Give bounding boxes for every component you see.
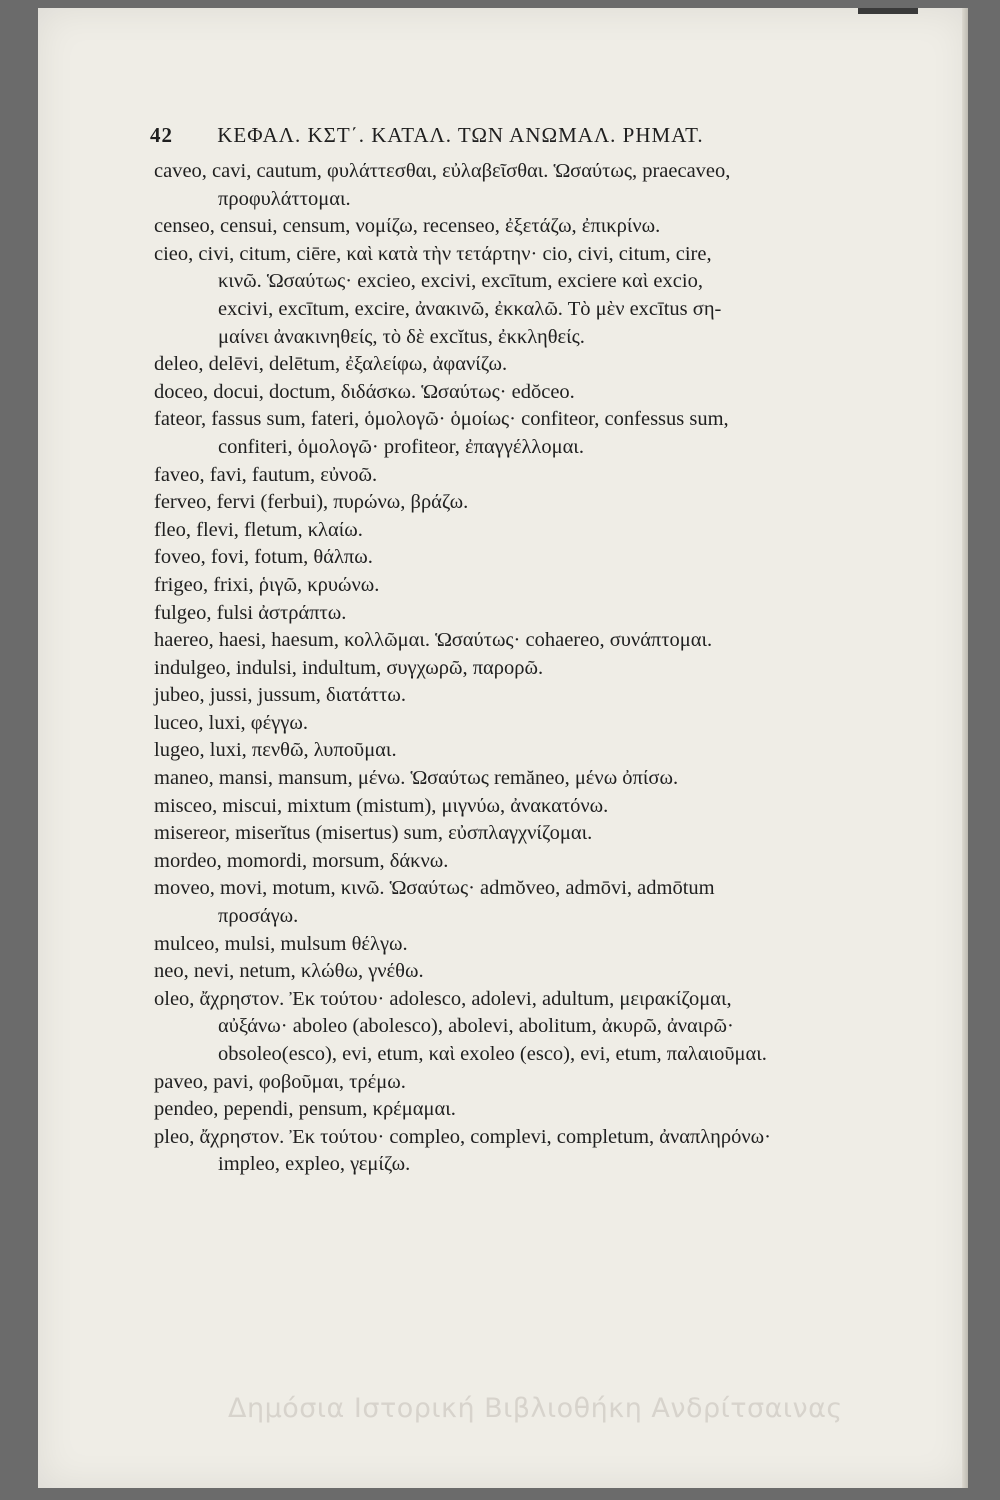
entry-line: oleo, ἄχρηστον. Ἐκ τούτου· adolesco, adolevi, adultum, μειρακίζομαι, — [154, 987, 732, 1010]
entry-line: ferveo, fervi (ferbui), πυρώνω, βράζω. — [154, 491, 469, 514]
entry-line: fateor, fassus sum, fateri, ὁμολογῶ· ὁμοίως· confiteor, confessus sum, — [154, 408, 729, 431]
entry-line: doceo, docui, doctum, διδάσκω. Ὡσαύτως· edŏceo. — [154, 380, 575, 403]
entry-continuation-line: excivi, excītum, excire, ἀνακινῶ, ἐκκαλῶ. Τὸ μὲν excītus ση- — [218, 297, 722, 320]
entry-continuation-line: προφυλάττομαι. — [218, 187, 351, 210]
verb-entry — [154, 931, 934, 959]
entry-line: pendeo, pependi, pensum, κρέμαμαι. — [154, 1098, 456, 1121]
page-number: 42 — [150, 123, 173, 147]
verb-entry — [154, 682, 934, 710]
page-edge — [962, 8, 968, 1488]
verb-entry — [154, 710, 934, 738]
entry-line: mordeo, momordi, morsum, δάκνω. — [154, 849, 449, 872]
header-title: ΚΕΦΑΛ. ΚΣΤ΄. ΚΑΤΑΛ. ΤΩΝ ΑΝΩΜΑΛ. ΡΗΜΑΤ. — [217, 123, 704, 147]
verb-entry — [154, 544, 934, 572]
entry-line: lugeo, luxi, πενθῶ, λυποῦμαι. — [154, 739, 397, 762]
entry-continuation-line: impleo, expleo, γεμίζω. — [218, 1153, 411, 1176]
entry-continuation-line: αὐξάνω· aboleo (abolesco), abolevi, abolitum, ἀκυρῶ, ἀναιρῶ· — [218, 1015, 734, 1038]
book-page — [38, 8, 968, 1488]
verb-entry — [154, 462, 934, 490]
entry-continuation-line: μαίνει ἀνακινηθείς, τὸ δὲ excĭtus, ἐκκληθείς. — [218, 325, 585, 348]
verb-entry — [154, 517, 934, 545]
entry-continuation-line: προσάγω. — [218, 905, 299, 928]
verb-entry — [154, 572, 934, 600]
verb-entry — [154, 1124, 934, 1179]
verb-entry — [154, 351, 934, 379]
entry-continuation-line: confiteri, ὁμολογῶ· profiteor, ἐπαγγέλλομαι. — [218, 435, 584, 458]
verb-entry — [154, 489, 934, 517]
entry-line: frigeo, frixi, ῥιγῶ, κρυώνω. — [154, 573, 380, 596]
entry-line: cieo, civi, citum, ciēre, καὶ κατὰ τὴν τετάρτην· cio, civi, citum, cire, — [154, 242, 712, 265]
entry-line: misereor, miserĭtus (misertus) sum, εὐσπλαγχνίζομαι. — [154, 822, 593, 845]
entry-line: fulgeo, fulsi ἀστράπτω. — [154, 601, 347, 624]
library-watermark: Δημόσια Ιστορική Βιβλιοθήκη Ανδρίτσαινας — [228, 1393, 843, 1424]
entry-line: fleo, flevi, fletum, κλαίω. — [154, 518, 363, 541]
verb-entry — [154, 737, 934, 765]
entry-line: deleo, delēvi, delētum, ἐξαλείφω, ἀφανίζω. — [154, 353, 508, 376]
entry-line: pleo, ἄχρηστον. Ἐκ τούτου· compleo, complevi, completum, ἀναπληρόνω· — [154, 1125, 771, 1148]
entry-line: indulgeo, indulsi, indultum, συγχωρῶ, παρορῶ. — [154, 656, 544, 679]
entry-line: maneo, mansi, mansum, μένω. Ὡσαύτως remăneo, μένω ὀπίσω. — [154, 767, 679, 790]
verb-entry — [154, 379, 934, 407]
verb-entry — [154, 627, 934, 655]
entry-line: caveo, cavi, cautum, φυλάττεσθαι, εὐλαβεῖσθαι. Ὡσαύτως, praecaveo, — [154, 160, 731, 182]
verb-entry — [154, 986, 934, 1069]
entry-line: misceo, miscui, mixtum (mistum), μιγνύω, ἀνακατόνω. — [154, 794, 609, 817]
page-top-mark — [858, 8, 918, 14]
entry-line: haereo, haesi, haesum, κολλῶμαι. Ὡσαύτως· cohaereo, συνάπτομαι. — [154, 629, 713, 652]
verb-entry — [154, 793, 934, 821]
entry-line: foveo, fovi, fotum, θάλπω. — [154, 546, 373, 569]
entry-line: neo, nevi, netum, κλώθω, γνέθω. — [154, 960, 424, 983]
verb-entry — [154, 1069, 934, 1097]
entry-line: luceo, luxi, φέγγω. — [154, 711, 308, 734]
verb-entry — [154, 958, 934, 986]
verb-entry — [154, 241, 934, 351]
verb-entry — [154, 1096, 934, 1124]
entry-continuation-line: κινῶ. Ὡσαύτως· excieo, excivi, excītum, exciere καὶ excio, — [218, 270, 703, 293]
entry-line: jubeo, jussi, jussum, διατάττω. — [154, 684, 406, 707]
entry-line: mulceo, mulsi, mulsum θέλγω. — [154, 932, 408, 955]
verb-entry — [154, 848, 934, 876]
verb-list — [154, 158, 934, 1179]
verb-entry — [154, 158, 934, 213]
running-header — [150, 123, 910, 148]
verb-entry — [154, 655, 934, 683]
verb-entry — [154, 765, 934, 793]
verb-entry — [154, 406, 934, 461]
verb-entry — [154, 600, 934, 628]
entry-line: moveo, movi, motum, κινῶ. Ὡσαύτως· admŏveo, admōvi, admōtum — [154, 877, 715, 900]
entry-line: paveo, pavi, φοβοῦμαι, τρέμω. — [154, 1070, 406, 1093]
entry-line: faveo, favi, fautum, εὐνοῶ. — [154, 463, 378, 486]
entry-line: censeo, censui, censum, νομίζω, recenseo, ἐξετάζω, ἐπικρίνω. — [154, 215, 661, 238]
entry-continuation-line: obsoleo(esco), evi, etum, καὶ exoleo (esco), evi, etum, παλαιοῦμαι. — [218, 1043, 767, 1065]
verb-entry — [154, 213, 934, 241]
verb-entry — [154, 820, 934, 848]
verb-entry — [154, 875, 934, 930]
